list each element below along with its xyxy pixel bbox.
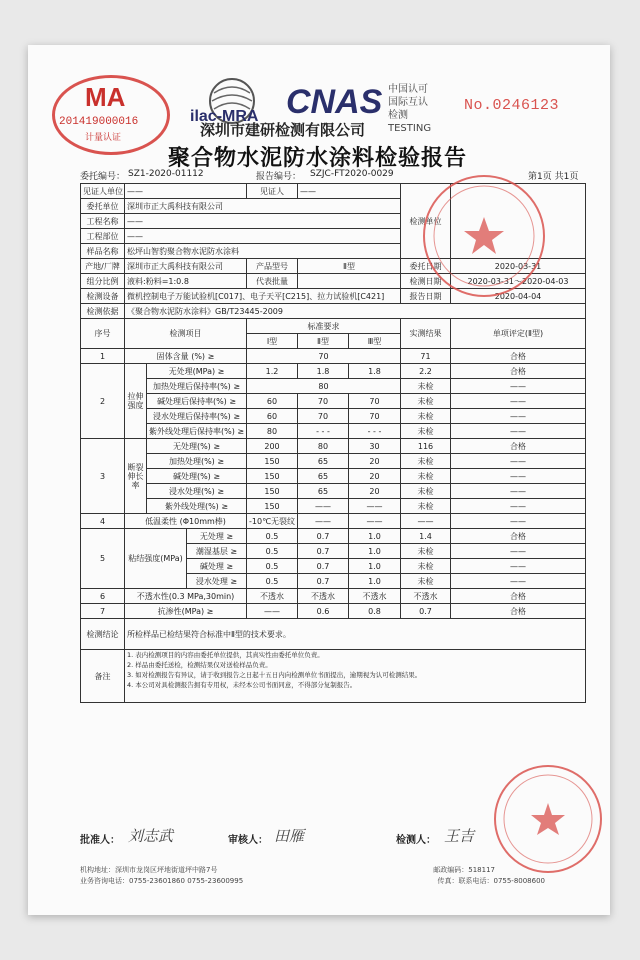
- cell-std: 1.0: [349, 529, 401, 544]
- cell-std: 70: [349, 409, 401, 424]
- witness-unit: ——: [125, 184, 247, 199]
- cell-result: 1.4: [401, 529, 451, 544]
- cell-result: 未检: [401, 559, 451, 574]
- cell-no: 4: [81, 514, 125, 529]
- cell-result: 未检: [401, 574, 451, 589]
- cell-std: 0.5: [247, 529, 298, 544]
- cell-std: 0.8: [349, 604, 401, 619]
- cnas-logo: CNAS: [286, 83, 383, 121]
- table-row: [81, 364, 586, 379]
- cell-verdict: ——: [451, 544, 586, 559]
- cell-verdict: 合格: [451, 349, 586, 364]
- official-stamp-bottom: [494, 765, 602, 873]
- col-type2: Ⅱ型: [298, 334, 349, 349]
- cell-item: 碱处理 ≥: [187, 559, 247, 574]
- cell-std: 0.7: [298, 529, 349, 544]
- report-no-label: 报告编号：: [256, 172, 302, 182]
- cnas-caption-line: 国际互认: [388, 97, 428, 108]
- cell-std: 0.5: [247, 544, 298, 559]
- cell-verdict: 合格: [451, 439, 586, 454]
- cell-std: 150: [247, 454, 298, 469]
- cell-item: 潮湿基层 ≥: [187, 544, 247, 559]
- cell-verdict: ——: [451, 409, 586, 424]
- table-row: [81, 604, 586, 619]
- remark-line: 1. 表内检测项目的内容由委托单位提供，其真实性由委托单位负责。: [127, 651, 324, 659]
- cell-result: 未检: [401, 499, 451, 514]
- cell-verdict: ——: [451, 424, 586, 439]
- cell-verdict: 合格: [451, 589, 586, 604]
- remarks-label: 备注: [81, 650, 125, 703]
- cell-std: ——: [247, 604, 298, 619]
- cell-std: 150: [247, 499, 298, 514]
- table-row: [81, 439, 586, 454]
- col-type3: Ⅲ型: [349, 334, 401, 349]
- cell-result: 71: [401, 349, 451, 364]
- tester-label: 检测人：: [396, 835, 436, 846]
- table-row: [81, 514, 586, 529]
- cell-std: 0.5: [247, 574, 298, 589]
- cell-item: 无处理(MPa) ≥: [147, 364, 247, 379]
- cell-std: ——: [349, 499, 401, 514]
- reviewer-signature: 田雁: [274, 827, 305, 845]
- table-row: [81, 529, 586, 544]
- col-verdict: 单项评定(Ⅱ型): [451, 319, 586, 349]
- cnas-caption: [388, 83, 431, 135]
- cell-std: 20: [349, 469, 401, 484]
- cell-std: -10℃无裂纹: [247, 514, 298, 529]
- commission-date-value: 2020-03-31: [451, 259, 586, 274]
- cell-item: 不透水性(0.3 MPa,30min): [125, 589, 247, 604]
- footer-fax: 传真：联系电话：0755-8008600: [437, 877, 545, 885]
- cell-result: 0.7: [401, 604, 451, 619]
- origin-label: 产地/厂牌: [81, 259, 125, 274]
- cnas-caption-line: 检测: [388, 110, 408, 121]
- cell-std: ——: [298, 514, 349, 529]
- cell-result: 不透水: [401, 589, 451, 604]
- basis-label: 检测依据: [81, 304, 125, 319]
- test-unit-label: 检测单位: [401, 184, 451, 259]
- project-value: ——: [125, 214, 401, 229]
- cell-result: 116: [401, 439, 451, 454]
- cell-std: 1.8: [298, 364, 349, 379]
- cell-std: - - -: [298, 424, 349, 439]
- cell-result: 未检: [401, 484, 451, 499]
- conclusion-label: 检测结论: [81, 619, 125, 650]
- col-std: 标准要求: [247, 319, 401, 334]
- client-label: 委托单位: [81, 199, 125, 214]
- cell-verdict: ——: [451, 379, 586, 394]
- cell-std: ——: [298, 499, 349, 514]
- cell-result: 未检: [401, 379, 451, 394]
- cell-no: 1: [81, 349, 125, 364]
- cell-verdict: ——: [451, 514, 586, 529]
- cell-result: ——: [401, 514, 451, 529]
- table-row: [81, 409, 586, 424]
- remark-line: 4. 本公司对具检测报告拥有专用权，未经本公司书面同意，不得部分复制报告。: [127, 681, 357, 689]
- cell-std: 80: [247, 424, 298, 439]
- cell-result: 未检: [401, 454, 451, 469]
- cell-result: 未检: [401, 424, 451, 439]
- cell-item: 加热处理(%) ≥: [147, 454, 247, 469]
- remarks-text: [125, 650, 586, 703]
- cell-std: 1.0: [349, 574, 401, 589]
- cell-verdict: 合格: [451, 529, 586, 544]
- page-indicator: 第1页 共1页: [528, 172, 579, 182]
- cell-result: 未检: [401, 394, 451, 409]
- cell-item: 浸水处理后保持率(%) ≥: [147, 409, 247, 424]
- remark-line: 2. 样品由委托送检，检测结果仅对送检样品负责。: [127, 661, 272, 669]
- cell-no: 2: [81, 364, 125, 439]
- cell-std: 65: [298, 454, 349, 469]
- witness-label: 见证人: [247, 184, 298, 199]
- equip-value: 微机控制电子万能试验机[C017]、电子天平[C215]、拉力试验机[C421]: [125, 289, 401, 304]
- cell-group: 断裂伸长率: [125, 439, 147, 514]
- table-row: [81, 454, 586, 469]
- cell-no: 7: [81, 604, 125, 619]
- cell-item: 抗渗性(MPa) ≥: [125, 604, 247, 619]
- cell-verdict: 合格: [451, 364, 586, 379]
- cell-std: 1.0: [349, 559, 401, 574]
- report-paper: [28, 45, 610, 915]
- cell-std: 65: [298, 469, 349, 484]
- cell-std: 0.7: [298, 574, 349, 589]
- commission-no: SZ1-2020-01112: [128, 169, 204, 179]
- footer-postcode: 邮政编码：518117: [433, 866, 495, 874]
- witness-unit-label: 见证人单位: [81, 184, 125, 199]
- info-row: [81, 304, 586, 319]
- remark-line: 3. 如对检测报告有异议，请于收到报告之日起十五日内向检测单位书面提出，逾期视为认可检测结果。: [127, 671, 422, 679]
- origin-value: 深圳市正大禹科技有限公司: [125, 259, 247, 274]
- company-name: 深圳市建研检测有限公司: [200, 121, 366, 139]
- cell-item: 固体含量 (%) ≥: [125, 349, 247, 364]
- cell-result: 2.2: [401, 364, 451, 379]
- cell-std: 70: [247, 349, 401, 364]
- cell-std: 60: [247, 409, 298, 424]
- report-title: 聚合物水泥防水涂料检验报告: [168, 146, 468, 171]
- remarks-row: [81, 650, 586, 703]
- cell-item: 无处理 ≥: [187, 529, 247, 544]
- equip-label: 检测设备: [81, 289, 125, 304]
- cell-std: 80: [298, 439, 349, 454]
- cell-result: 未检: [401, 544, 451, 559]
- cell-std: 150: [247, 484, 298, 499]
- cell-std: 60: [247, 394, 298, 409]
- footer-address: 机构地址：深圳市龙岗区坪地街道坪中路7号: [80, 866, 218, 874]
- cell-item: 紫外线处理后保持率(%) ≥: [147, 424, 247, 439]
- cell-std: 不透水: [349, 589, 401, 604]
- report-date-value: 2020-04-04: [451, 289, 586, 304]
- report-date-label: 报告日期: [401, 289, 451, 304]
- cell-item: 碱处理后保持率(%) ≥: [147, 394, 247, 409]
- cell-verdict: ——: [451, 574, 586, 589]
- cell-std: 不透水: [298, 589, 349, 604]
- test-date-value: 2020-03-31～2020-04-03: [451, 274, 586, 289]
- official-stamp-top: [423, 175, 545, 297]
- test-date-label: 检测日期: [401, 274, 451, 289]
- table-row: [81, 349, 586, 364]
- cell-no: 6: [81, 589, 125, 604]
- ratio-label: 组分比例: [81, 274, 125, 289]
- cell-no: 5: [81, 529, 125, 589]
- cell-item: 紫外线处理(%) ≥: [147, 499, 247, 514]
- cell-std: ——: [349, 514, 401, 529]
- model-label: 产品型号: [247, 259, 298, 274]
- cell-no: 3: [81, 439, 125, 514]
- cell-std: 0.6: [298, 604, 349, 619]
- commission-no-label: 委托编号：: [80, 172, 126, 182]
- col-item: 检测项目: [125, 319, 247, 349]
- batch-value: [298, 274, 401, 289]
- report-no: SZJC-FT2020-0029: [310, 169, 394, 179]
- conclusion-text: 所检样品已检结果符合标准中Ⅱ型的技术要求。: [125, 619, 586, 650]
- witness: ——: [298, 184, 401, 199]
- cell-item: 浸水处理(%) ≥: [147, 484, 247, 499]
- cell-std: 80: [247, 379, 401, 394]
- table-row: [81, 394, 586, 409]
- cell-group: 粘结强度(MPa): [125, 529, 187, 589]
- cell-verdict: ——: [451, 454, 586, 469]
- table-header-row: [81, 319, 586, 334]
- cell-std: 30: [349, 439, 401, 454]
- cell-item: 无处理(%) ≥: [147, 439, 247, 454]
- cell-std: 0.7: [298, 559, 349, 574]
- commission-date-label: 委托日期: [401, 259, 451, 274]
- cell-verdict: 合格: [451, 604, 586, 619]
- sample-label: 样品名称: [81, 244, 125, 259]
- ratio-value: 液料:粉料=1:0.8: [125, 274, 247, 289]
- cell-result: 未检: [401, 469, 451, 484]
- table-row: [81, 424, 586, 439]
- table-row: [81, 379, 586, 394]
- cell-verdict: ——: [451, 469, 586, 484]
- client-value: 深圳市正大禹科技有限公司: [125, 199, 401, 214]
- col-result: 实测结果: [401, 319, 451, 349]
- cell-verdict: ——: [451, 484, 586, 499]
- cell-std: 20: [349, 484, 401, 499]
- table-row: [81, 499, 586, 514]
- cell-item: 低温柔性 (Φ10mm棒): [125, 514, 247, 529]
- col-no: 序号: [81, 319, 125, 349]
- cell-std: 70: [298, 409, 349, 424]
- approver-signature: 刘志武: [128, 827, 174, 845]
- model-value: Ⅱ型: [298, 259, 401, 274]
- cma-seal: [52, 75, 170, 155]
- footer-line: [80, 876, 585, 887]
- cell-result: 未检: [401, 409, 451, 424]
- tester-signature: 王吉: [444, 827, 475, 845]
- conclusion-row: [81, 619, 586, 650]
- cma-mark: MA: [85, 82, 126, 112]
- cell-std: 1.2: [247, 364, 298, 379]
- svg-text:ilac-MRA: ilac-MRA: [190, 108, 259, 125]
- cma-number: 201419000016: [59, 116, 139, 128]
- footer-phone: 业务咨询电话：0755-23601860 0755-23600995: [80, 877, 244, 885]
- approver-label: 批准人：: [80, 835, 120, 846]
- stamp-star-icon: [425, 177, 543, 295]
- cell-verdict: ——: [451, 499, 586, 514]
- sample-value: 松坪山智豹聚合物水泥防水涂料: [125, 244, 401, 259]
- batch-label: 代表批量: [247, 274, 298, 289]
- cell-std: 150: [247, 469, 298, 484]
- cell-std: 1.8: [349, 364, 401, 379]
- part-label: 工程部位: [81, 229, 125, 244]
- table-row: [81, 469, 586, 484]
- report-serial-number: No.0246123: [464, 97, 560, 114]
- cell-std: 0.5: [247, 559, 298, 574]
- table-row: [81, 589, 586, 604]
- cell-verdict: ——: [451, 394, 586, 409]
- cnas-caption-line: 中国认可: [388, 84, 428, 95]
- cell-std: 0.7: [298, 544, 349, 559]
- cell-std: - - -: [349, 424, 401, 439]
- basis-value: 《聚合物水泥防水涂料》GB/T23445-2009: [125, 304, 586, 319]
- cnas-caption-line: TESTING: [388, 123, 432, 134]
- cell-std: 70: [298, 394, 349, 409]
- table-row: [81, 484, 586, 499]
- cell-std: 65: [298, 484, 349, 499]
- cell-std: 1.0: [349, 544, 401, 559]
- cell-std: 200: [247, 439, 298, 454]
- part-value: ——: [125, 229, 401, 244]
- project-label: 工程名称: [81, 214, 125, 229]
- cell-item: 加热处理后保持率(%) ≥: [147, 379, 247, 394]
- cell-group: 拉伸强度: [125, 364, 147, 439]
- cma-label: 计量认证: [85, 133, 122, 143]
- cell-verdict: ——: [451, 559, 586, 574]
- cell-std: 70: [349, 394, 401, 409]
- cell-std: 不透水: [247, 589, 298, 604]
- cell-item: 浸水处理 ≥: [187, 574, 247, 589]
- cell-item: 碱处理(%) ≥: [147, 469, 247, 484]
- reviewer-label: 审核人：: [228, 835, 268, 846]
- col-type1: Ⅰ型: [247, 334, 298, 349]
- cell-std: 20: [349, 454, 401, 469]
- stamp-star-icon: [496, 767, 600, 871]
